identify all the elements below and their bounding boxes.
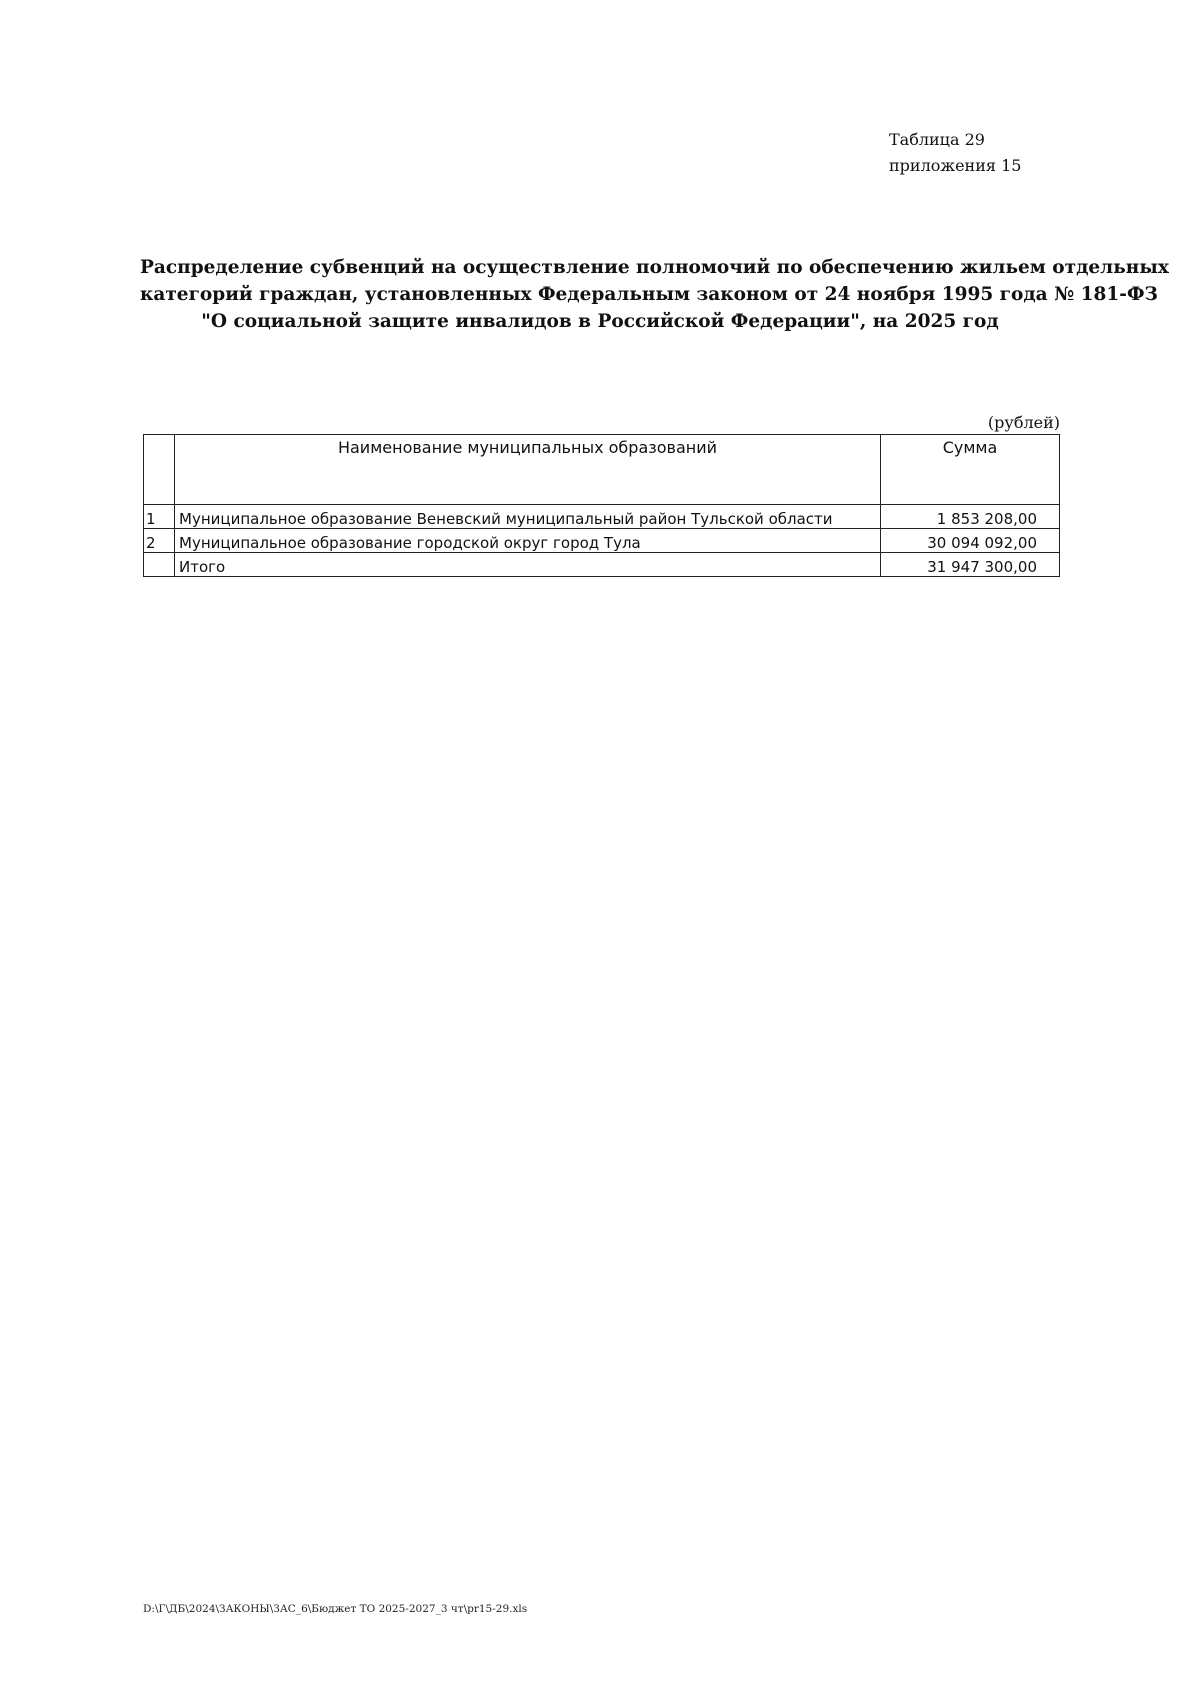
row-number: 1: [144, 505, 175, 529]
row-name: Муниципальное образование Веневский муниципальный район Тульской области: [175, 505, 881, 529]
annex-reference: [889, 127, 1021, 179]
table-row: [144, 529, 1060, 553]
row-name: Муниципальное образование городской округ город Тула: [175, 529, 881, 553]
total-sum: 31 947 300,00: [881, 553, 1060, 577]
total-number: [144, 553, 175, 577]
table-header-row: [144, 435, 1060, 505]
table-total-row: [144, 553, 1060, 577]
row-number: 2: [144, 529, 175, 553]
distribution-table: [143, 434, 1060, 577]
title-line-2: категорий граждан, установленных Федеральным законом от 24 ноября 1995 года № 181-ФЗ: [140, 284, 1158, 305]
title-line-3: "О социальной защите инвалидов в Российской Федерации", на 2025 год: [201, 311, 999, 332]
total-label: Итого: [175, 553, 881, 577]
row-sum: 1 853 208,00: [881, 505, 1060, 529]
header-number: [144, 435, 175, 505]
table-row: [144, 505, 1060, 529]
annex-table-number: Таблица 29: [889, 130, 985, 149]
currency-unit: (рублей): [987, 413, 1060, 432]
header-sum: Сумма: [881, 435, 1060, 505]
title-line-1: Распределение субвенций на осуществление полномочий по обеспечению жильем отдельных: [140, 257, 1169, 278]
row-sum: 30 094 092,00: [881, 529, 1060, 553]
document-title: [140, 254, 1169, 335]
annex-appendix-number: приложения 15: [889, 156, 1022, 175]
file-path-footer: D:\Г\ДБ\2024\ЗАКОНЫ\ЗАС_6\Бюджет ТО 2025-2027_3 чт\pr15-29.xls: [143, 1603, 528, 1615]
header-name: Наименование муниципальных образований: [175, 435, 881, 505]
